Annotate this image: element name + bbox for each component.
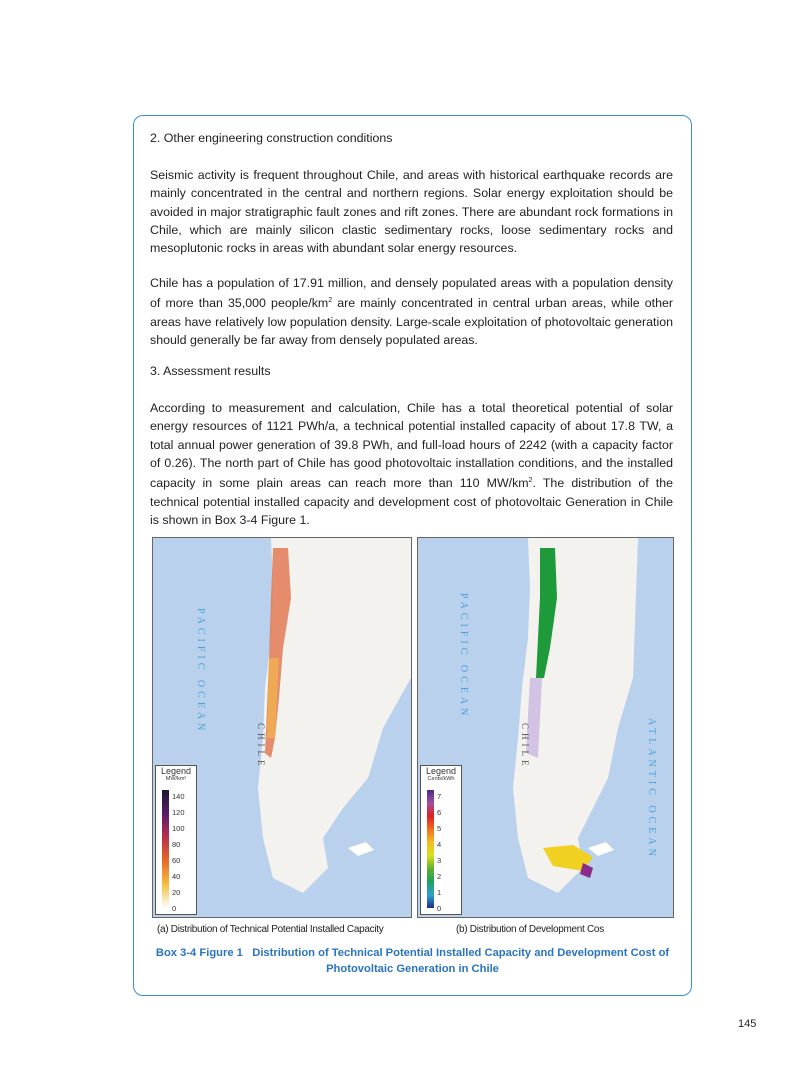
figure-caption [140, 945, 685, 977]
color-scale [162, 790, 169, 908]
legend-unit: MW/km² [165, 776, 187, 782]
legend-tick: 3 [437, 856, 442, 865]
legend [420, 765, 462, 915]
text: Chile has a population of 17.91 million, and densely populated areas with a population density of more than 35,000 people/km [150, 276, 673, 311]
text: are mainly concentrated in central urban areas, while other areas have relatively low population density. Large-scale exploitation of photovoltaic generation should generally be far away from densely populated areas. [150, 296, 674, 348]
legend-unit: Cents/kWh [427, 776, 455, 782]
paragraph [150, 399, 673, 529]
map-installed-capacity [152, 537, 412, 918]
ocean-label: PACIFIC OCEAN [195, 608, 206, 735]
superscript: 2 [328, 297, 333, 305]
text: According to measurement and calculation, Chile has a total theoretical potential of solar energy resources of 1121 PWh/a, a technical potential installed capacity of about 17.8 TW, a total annual power generation of 39.8 PWh, and full-load hours of 2242 (with a capacity factor of 0.26). The north part of Chile has good photovoltaic installation conditions, and the installed capacity in some plain areas can reach more than 110 MW/km [150, 401, 673, 491]
legend-tick: 0 [437, 904, 442, 913]
country-label: CHILE [520, 723, 530, 770]
legend-tick: 80 [172, 840, 181, 849]
legend-tick: 2 [437, 872, 442, 881]
legend-tick: 7 [437, 792, 442, 801]
caption-b: (b) Distribution of Development Cos [456, 924, 604, 935]
legend-title: Legend [160, 766, 192, 776]
legend-tick: 140 [172, 792, 185, 801]
country-label: CHILE [256, 723, 266, 770]
legend-tick: 120 [172, 808, 185, 817]
legend-tick: 5 [437, 824, 442, 833]
section-heading: 2. Other engineering construction conditions [150, 131, 393, 145]
legend-tick: 100 [172, 824, 185, 833]
page-number: 145 [738, 1018, 757, 1030]
section-heading: 3. Assessment results [150, 364, 271, 378]
figure-title: Distribution of Technical Potential Installed Capacity and Development Cost of Photovoltaic Generation in Chile [252, 947, 670, 975]
legend-tick: 4 [437, 840, 442, 849]
map-development-cost [417, 537, 674, 918]
text: . The distribution of the technical potential installed capacity and development cost of photovoltaic Generation in Chile is shown in Box 3-4 Figure 1. [150, 476, 673, 527]
color-scale [427, 790, 434, 908]
legend-tick: 20 [172, 888, 181, 897]
legend-tick: 6 [437, 808, 442, 817]
superscript: 2 [528, 477, 533, 485]
legend-tick: 0 [172, 904, 177, 913]
paragraph: Seismic activity is frequent throughout Chile, and areas with historical earthquake records are mainly concentrated in the central and northern regions. Solar energy exploitation should be avoided in major stratigraphic fault zones and rift zones. There are abundant rock formations in Chile, which are mainly silicon clastic sedimentary rocks, loose sedimentary rocks and mesoplutonic rocks in areas with abundant solar energy resources. [150, 168, 673, 256]
legend-tick: 40 [172, 872, 181, 881]
legend-title: Legend [425, 766, 457, 776]
figure-label: Box 3-4 Figure 1 [155, 947, 243, 959]
legend-tick: 60 [172, 856, 181, 865]
paragraph [150, 274, 673, 349]
ocean-label: PACIFIC OCEAN [458, 593, 469, 720]
ocean-label: ATLANTIC OCEAN [646, 718, 657, 860]
legend [155, 765, 197, 915]
legend-tick: 1 [437, 888, 442, 897]
caption-a: (a) Distribution of Technical Potential Installed Capacity [157, 924, 384, 935]
